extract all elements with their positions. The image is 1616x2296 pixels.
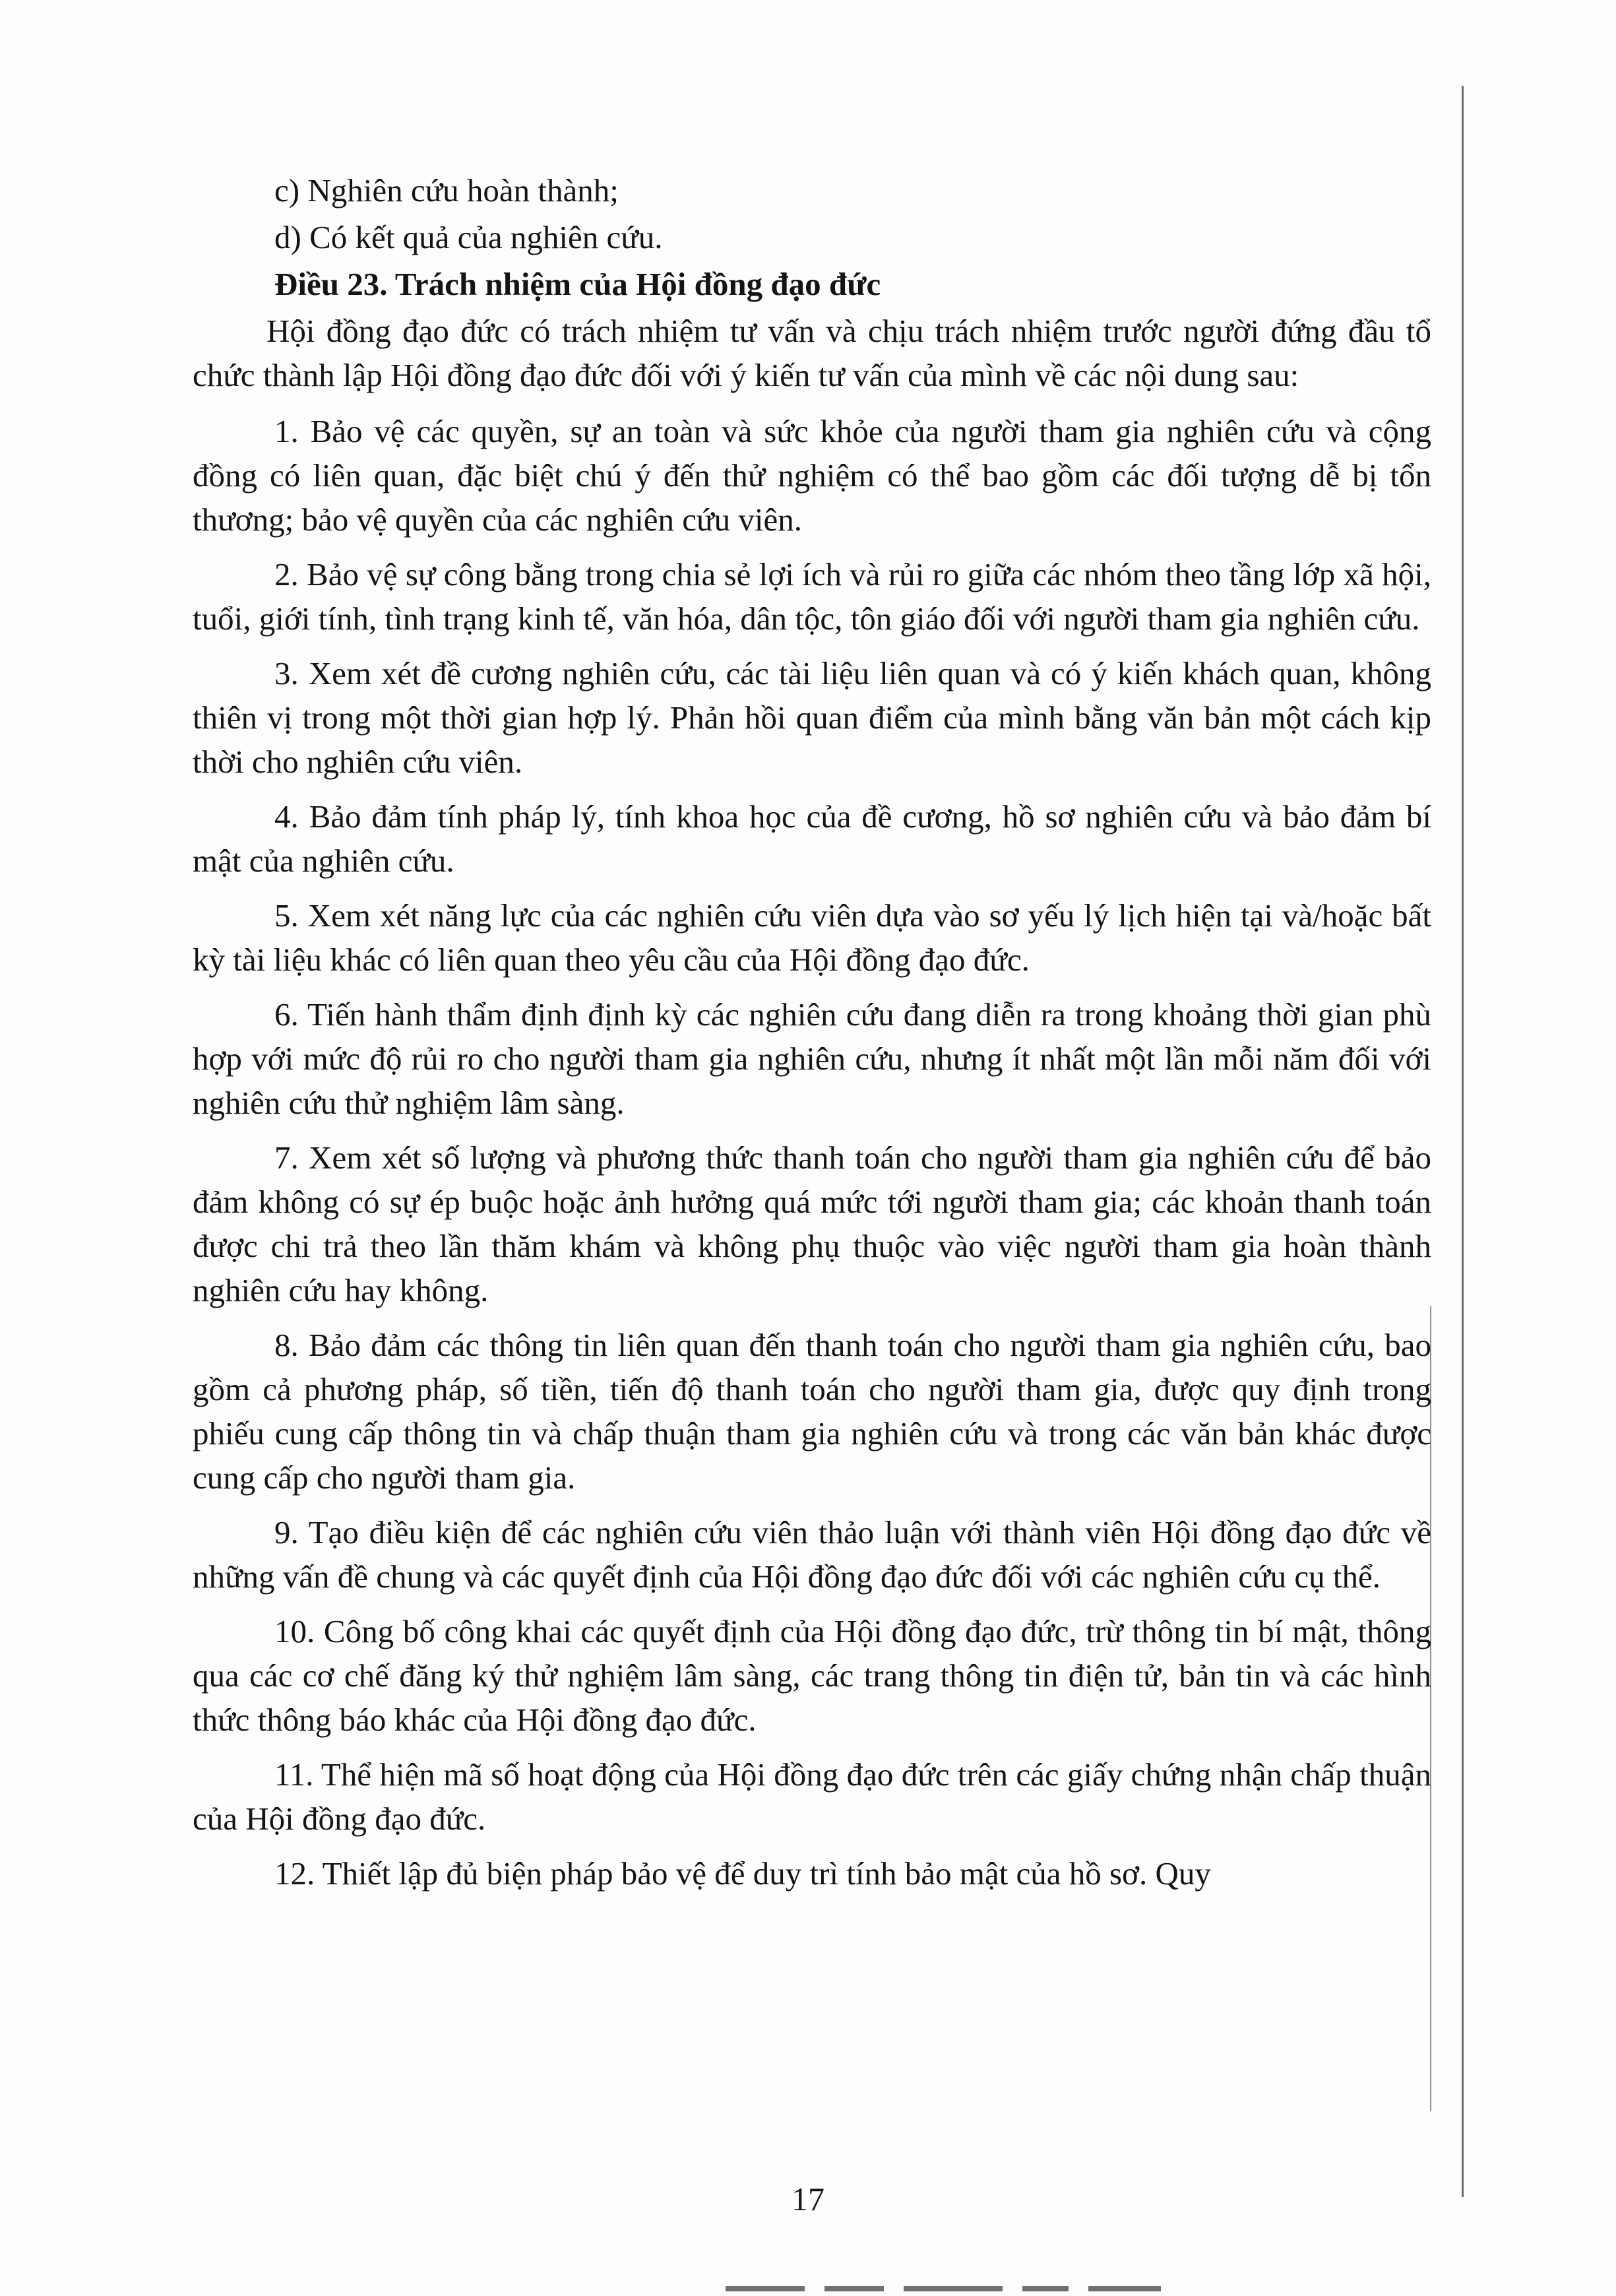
article-heading: Điều 23. Trách nhiệm của Hội đồng đạo đức: [274, 266, 881, 302]
paragraph-4: 4. Bảo đảm tính pháp lý, tính khoa học của đề cương, hồ sơ nghiên cứu và bảo đảm bí mật của nghiên cứu.: [193, 798, 1431, 879]
list-item: c) Nghiên cứu hoàn thành;: [274, 172, 619, 208]
paragraph-12: 12. Thiết lập đủ biện pháp bảo vệ để duy trì tính bảo mật của hồ sơ. Quy: [274, 1855, 1211, 1892]
list-item: d) Có kết quả của nghiên cứu.: [274, 219, 663, 255]
scan-artifact-marks: [726, 2283, 1616, 2296]
paragraph-8: 8. Bảo đảm các thông tin liên quan đến thanh toán cho người tham gia nghiên cứu, bao gồm cả phương pháp, số tiền, tiến độ thanh toán cho người tham gia, được quy định trong phiếu cung cấp thông tin và chấp thuận tham gia nghiên cứu và trong các văn bản khác được cung cấp cho người tham gia.: [193, 1327, 1431, 1496]
paragraph-11: 11. Thể hiện mã số hoạt động của Hội đồng đạo đức trên các giấy chứng nhận chấp thuận của Hội đồng đạo đức.: [193, 1756, 1431, 1837]
paragraph-2: 2. Bảo vệ sự công bằng trong chia sẻ lợi ích và rủi ro giữa các nhóm theo tầng lớp xã hội, tuổi, giới tính, tình trạng kinh tế, văn hóa, dân tộc, tôn giáo đối với người tham gia nghiên cứu.: [193, 556, 1431, 637]
paragraph-7: 7. Xem xét số lượng và phương thức thanh toán cho người tham gia nghiên cứu để bảo đảm không có sự ép buộc hoặc ảnh hưởng quá mức tới người tham gia; các khoản thanh toán được chi trả theo lần thăm khám và không phụ thuộc vào việc người tham gia hoàn thành nghiên cứu hay không.: [193, 1139, 1431, 1308]
paragraph-1: 1. Bảo vệ các quyền, sự an toàn và sức khỏe của người tham gia nghiên cứu và cộng đồng có liên quan, đặc biệt chú ý đến thử nghiệm có thể bao gồm các đối tượng dễ bị tổn thương; bảo vệ quyền của các nghiên cứu viên.: [193, 413, 1431, 538]
scan-edge-line: [1462, 86, 1464, 2197]
paragraph-3: 3. Xem xét đề cương nghiên cứu, các tài liệu liên quan và có ý kiến khách quan, không thiên vị trong một thời gian hợp lý. Phản hồi quan điểm của mình bằng văn bản một cách kịp thời cho nghiên cứu viên.: [193, 655, 1431, 780]
paragraph-5: 5. Xem xét năng lực của các nghiên cứu viên dựa vào sơ yếu lý lịch hiện tại và/hoặc bất kỳ tài liệu khác có liên quan theo yêu cầu của Hội đồng đạo đức.: [193, 897, 1431, 978]
intro-paragraph: Hội đồng đạo đức có trách nhiệm tư vấn và chịu trách nhiệm trước người đứng đầu tổ chức thành lập Hội đồng đạo đức đối với ý kiến tư vấn của mình về các nội dung sau:: [193, 313, 1431, 393]
paragraph-9: 9. Tạo điều kiện để các nghiên cứu viên thảo luận với thành viên Hội đồng đạo đức về những vấn đề chung và các quyết định của Hội đồng đạo đức đối với các nghiên cứu cụ thể.: [193, 1514, 1431, 1595]
page-number: 17: [792, 2181, 824, 2217]
paragraph-10: 10. Công bố công khai các quyết định của Hội đồng đạo đức, trừ thông tin bí mật, thông qua các cơ chế đăng ký thử nghiệm lâm sàng, các trang thông tin điện tử, bản tin và các hình thức thông báo khác của Hội đồng đạo đức.: [193, 1613, 1431, 1738]
paragraph-6: 6. Tiến hành thẩm định định kỳ các nghiên cứu đang diễn ra trong khoảng thời gian phù hợp với mức độ rủi ro cho người tham gia nghiên cứu, nhưng ít nhất một lần mỗi năm đối với nghiên cứu thử nghiệm lâm sàng.: [193, 996, 1431, 1121]
document-body: [193, 168, 1431, 1906]
